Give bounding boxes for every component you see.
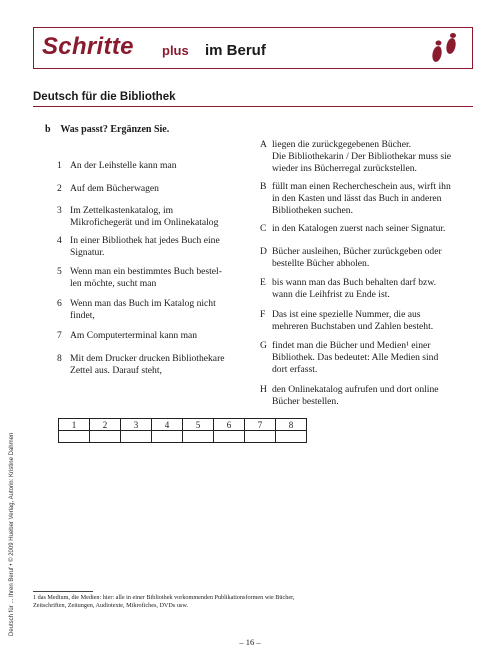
list-item: [57, 353, 225, 377]
list-item: [57, 235, 220, 259]
item-number: 6: [57, 298, 62, 309]
item-text: Im Zettelkastenkatalog, im Mikrofichegerät und im Onlinekatalog: [70, 205, 219, 228]
list-item: [260, 277, 436, 301]
item-text: bis wann man das Buch behalten darf bzw. wann die Leihfrist zu Ende ist.: [272, 277, 437, 300]
item-text: Bücher ausleihen, Bücher zurückgeben oder bestellte Bücher abholen.: [272, 246, 442, 269]
item-text: füllt man einen Rechercheschein aus, wirft ihn in den Kasten und lässt das Buch in anderen Bibliotheken suchen.: [272, 181, 451, 216]
list-item: [260, 340, 438, 376]
item-text: Am Computerterminal kann man: [70, 330, 198, 341]
grid-header-cell: 1: [59, 419, 90, 431]
item-text: An der Leihstelle kann man: [70, 160, 177, 171]
item-number: 1: [57, 160, 62, 171]
item-letter: C: [260, 223, 267, 234]
item-text: Wenn man ein bestimmtes Buch bestel- len möchte, sucht man: [70, 266, 222, 289]
item-letter: F: [260, 309, 266, 320]
item-number: 3: [57, 205, 62, 216]
list-item: [57, 205, 218, 229]
brand-suffix: im Beruf: [205, 42, 266, 59]
brand-header: [33, 27, 473, 69]
answer-cell[interactable]: [183, 431, 214, 443]
grid-header-cell: 2: [90, 419, 121, 431]
item-number: 5: [57, 266, 62, 277]
answer-cell[interactable]: [214, 431, 245, 443]
item-letter: A: [260, 139, 267, 150]
answer-grid: [58, 418, 307, 443]
answer-cell[interactable]: [276, 431, 307, 443]
grid-header-cell: 6: [214, 419, 245, 431]
list-item: [57, 160, 177, 172]
page-number: – 16 –: [239, 637, 261, 647]
grid-header-cell: 7: [245, 419, 276, 431]
list-item: [260, 309, 433, 333]
task-label: b: [45, 124, 51, 135]
grid-header-cell: 3: [121, 419, 152, 431]
item-text: in den Katalogen zuerst nach seiner Signatur.: [272, 223, 446, 234]
item-letter: E: [260, 277, 266, 288]
grid-header-cell: 5: [183, 419, 214, 431]
item-text: Das ist eine spezielle Nummer, die aus mehreren Buchstaben und Zahlen besteht.: [272, 309, 434, 332]
item-text: liegen die zurückgegebenen Bücher. Die Bibliothekarin / Der Bibliothekar muss sie wieder ins Bücherregal zurückstellen.: [272, 139, 452, 174]
answer-cell[interactable]: [59, 431, 90, 443]
footnote: [33, 594, 473, 610]
list-item: [260, 223, 445, 235]
list-item: [260, 139, 451, 175]
list-item: [57, 298, 216, 322]
item-text: Mit dem Drucker drucken Bibliothekare Zettel aus. Darauf steht,: [70, 353, 225, 376]
task-text: Was passt? Ergänzen Sie.: [60, 124, 170, 135]
list-item: [57, 330, 197, 342]
footnote-divider: [33, 591, 93, 592]
item-text: Wenn man das Buch im Katalog nicht findet,: [70, 298, 216, 321]
item-text: Auf dem Bücherwagen: [70, 183, 159, 194]
item-number: 8: [57, 353, 62, 364]
item-text: In einer Bibliothek hat jedes Buch eine Signatur.: [70, 235, 220, 258]
answer-grid-answer-row: [59, 431, 307, 443]
section-divider: [33, 106, 473, 107]
grid-header-cell: 4: [152, 419, 183, 431]
footnote-text: 1 das Medium, die Medien: hier: alle in einer Bibliothek vorkommenden Publikationsformen wie Bücher, Zeitschriften, Zeitungen, Audiotexte, Mikrofiches, DVDs usw.: [33, 594, 295, 609]
answer-grid-header-row: [59, 419, 307, 431]
list-item: [260, 246, 442, 270]
item-letter: G: [260, 340, 267, 351]
grid-header-cell: 8: [276, 419, 307, 431]
list-item: [260, 181, 451, 217]
brand-plus: plus: [162, 43, 189, 58]
list-item: [260, 384, 439, 408]
answer-cell[interactable]: [152, 431, 183, 443]
item-letter: B: [260, 181, 267, 192]
task-instruction: [45, 124, 169, 135]
copyright-side-text: Deutsch für ... Ihren Beruf • © 2009 Hueber Verlag, Autorin: Kristine Dahmen: [9, 432, 15, 636]
list-item: [57, 183, 159, 195]
footprints-icon: [426, 32, 462, 66]
item-number: 4: [57, 235, 62, 246]
answer-cell[interactable]: [121, 431, 152, 443]
list-item: [57, 266, 222, 290]
item-text: den Onlinekatalog aufrufen und dort online Bücher bestellen.: [272, 384, 439, 407]
item-letter: H: [260, 384, 267, 395]
item-letter: D: [260, 246, 267, 257]
item-number: 7: [57, 330, 62, 341]
answer-cell[interactable]: [90, 431, 121, 443]
brand-title: Schritte: [42, 33, 134, 60]
item-text: findet man die Bücher und Medien¹ einer Bibliothek. Das bedeutet: Alle Medien sind dort erfasst.: [272, 340, 439, 375]
section-title: Deutsch für die Bibliothek: [33, 91, 176, 103]
answer-cell[interactable]: [245, 431, 276, 443]
item-number: 2: [57, 183, 62, 194]
